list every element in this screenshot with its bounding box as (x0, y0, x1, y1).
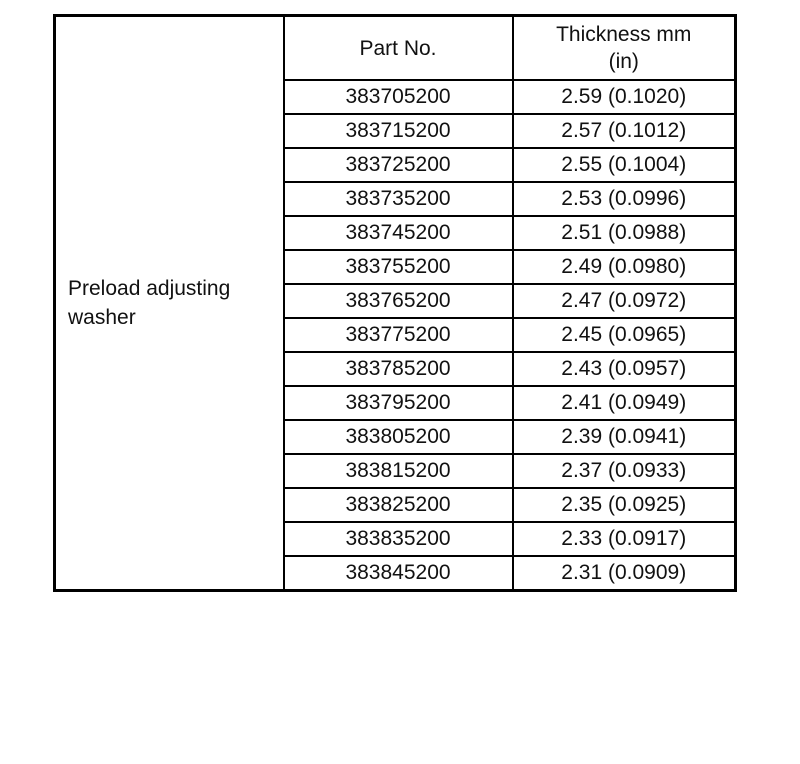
thickness-cell: 2.41 (0.0949) (513, 386, 736, 420)
thickness-cell: 2.49 (0.0980) (513, 250, 736, 284)
part-no-cell: 383765200 (284, 284, 513, 318)
part-no-cell: 383805200 (284, 420, 513, 454)
thickness-cell: 2.47 (0.0972) (513, 284, 736, 318)
part-no-cell: 383745200 (284, 216, 513, 250)
part-label-cell: Preload adjusting washer (55, 16, 284, 591)
thickness-cell: 2.31 (0.0909) (513, 556, 736, 591)
thickness-cell: 2.33 (0.0917) (513, 522, 736, 556)
thickness-cell: 2.45 (0.0965) (513, 318, 736, 352)
thickness-header: Thickness mm (in) (513, 16, 736, 81)
washer-spec-table (53, 14, 737, 592)
thickness-cell: 2.35 (0.0925) (513, 488, 736, 522)
thickness-cell: 2.51 (0.0988) (513, 216, 736, 250)
thickness-cell: 2.59 (0.1020) (513, 80, 736, 114)
part-no-cell: 383845200 (284, 556, 513, 591)
thickness-cell: 2.43 (0.0957) (513, 352, 736, 386)
part-no-cell: 383825200 (284, 488, 513, 522)
part-no-header: Part No. (284, 16, 513, 81)
part-no-cell: 383755200 (284, 250, 513, 284)
thickness-cell: 2.37 (0.0933) (513, 454, 736, 488)
thickness-cell: 2.39 (0.0941) (513, 420, 736, 454)
table-header-row (55, 16, 736, 81)
thickness-cell: 2.57 (0.1012) (513, 114, 736, 148)
part-no-cell: 383835200 (284, 522, 513, 556)
thickness-cell: 2.53 (0.0996) (513, 182, 736, 216)
part-no-cell: 383785200 (284, 352, 513, 386)
part-no-cell: 383725200 (284, 148, 513, 182)
part-no-cell: 383815200 (284, 454, 513, 488)
thickness-cell: 2.55 (0.1004) (513, 148, 736, 182)
part-no-cell: 383705200 (284, 80, 513, 114)
washer-spec-table-body (55, 16, 736, 591)
part-no-cell: 383735200 (284, 182, 513, 216)
part-no-cell: 383795200 (284, 386, 513, 420)
part-no-cell: 383715200 (284, 114, 513, 148)
part-no-cell: 383775200 (284, 318, 513, 352)
